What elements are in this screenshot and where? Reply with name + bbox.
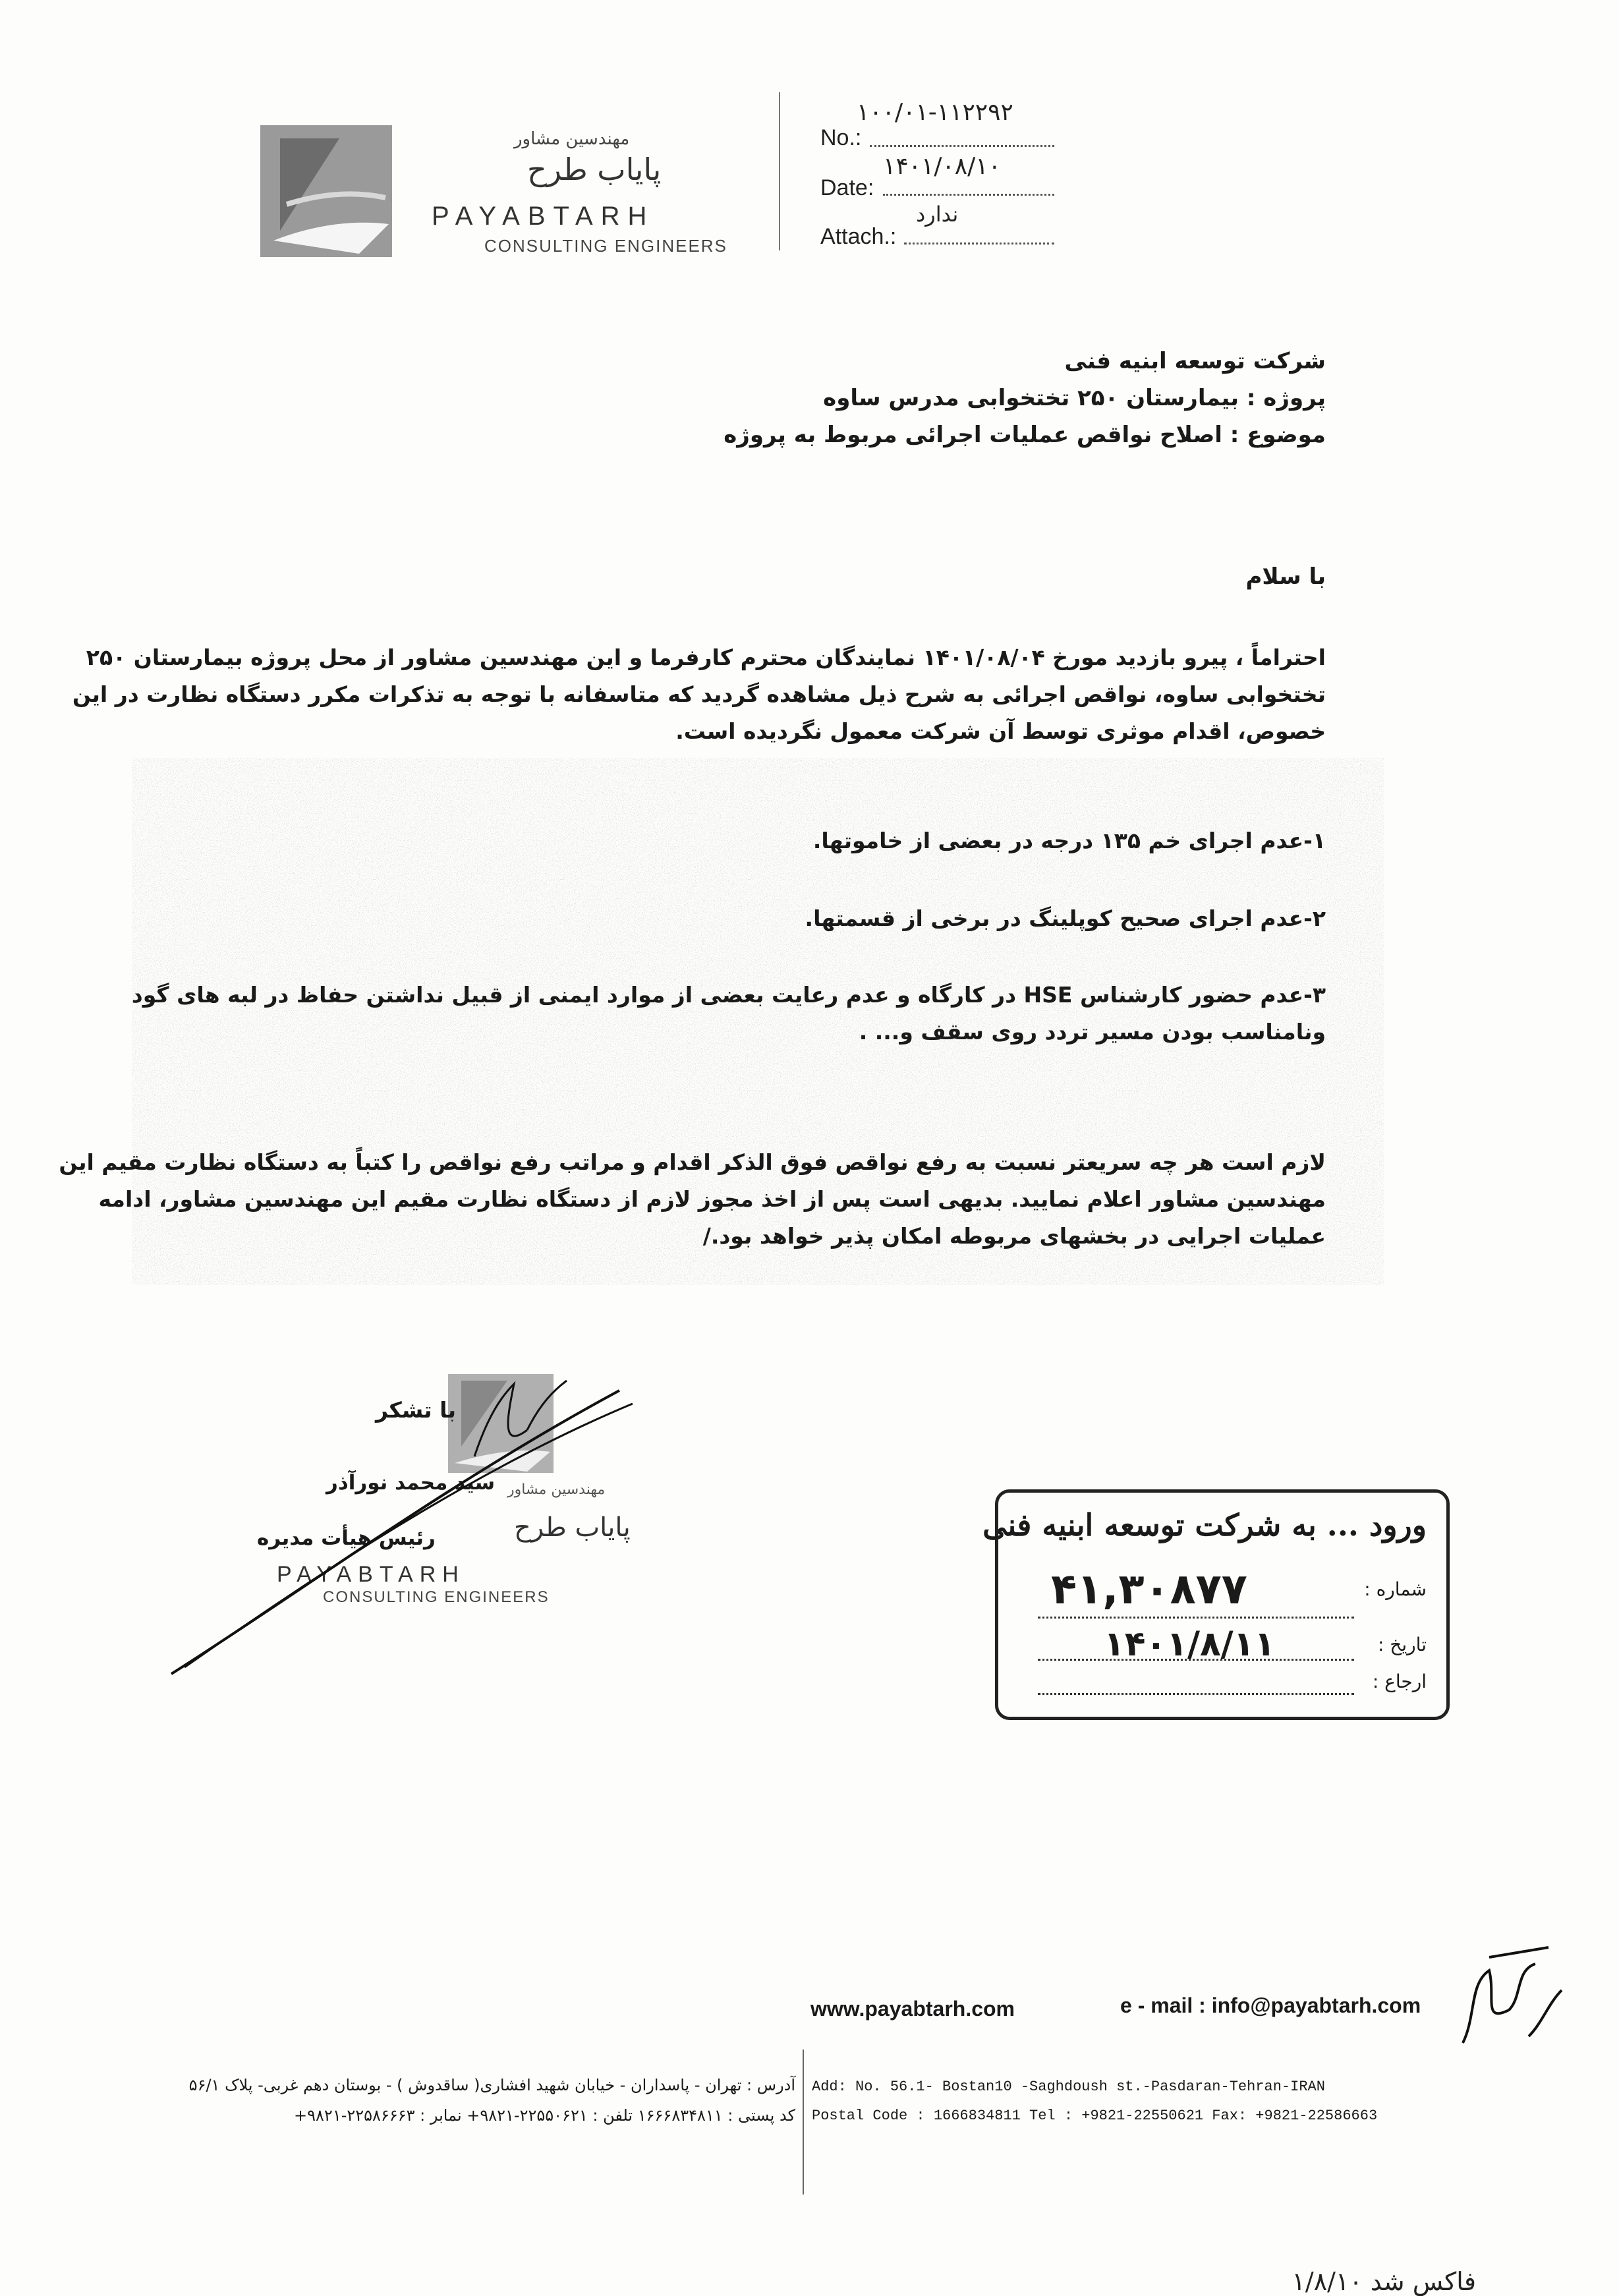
signatory-name: سید محمد نورآذر xyxy=(326,1471,496,1495)
closing-paragraph: لازم است هر چه سریعتر نسبت به رفع نواقص فوق الذکر اقدام و مراتب رفع نواقص را کتباً به دستگاه نظارت مقیم این مهندسین مشاور اعلام نمایید. بدیهی است پس از اخذ مجوز لازم از دستگاه نظارت مقیم این مهندسین مشاور، ادامه عملیات اجرایی در بخشهای مربوطه امکان پذیر خواهد بود./ xyxy=(59,1149,1326,1249)
letter-number-label: No.: xyxy=(820,125,862,150)
received-stamp-title: ورود ... به شرکت توسعه ابنیه فنی xyxy=(982,1507,1427,1543)
footer-address-fa: آدرس : تهران - پاسداران - خیابان شهید افشاری( ساقدوش ) - بوستان دهم غربی- پلاک ۵۶/۱ xyxy=(188,2076,795,2094)
letter-number-line xyxy=(870,145,1054,147)
letter-attach-value: ندارد xyxy=(916,202,959,227)
received-stamp xyxy=(982,1489,1450,1720)
letter-header xyxy=(271,343,1326,453)
handwritten-initials-icon xyxy=(1450,1944,1581,2063)
signature-seal-en: PAYABTARH xyxy=(277,1562,465,1587)
letterhead-company-fa: پایاب طرح xyxy=(527,152,662,187)
footer-email: e - mail : info@payabtarh.com xyxy=(1120,1994,1421,2017)
body-paragraph-1: احتراماً ، پیرو بازدید مورخ ۱۴۰۱/۰۸/۰۴ نمایندگان محترم کارفرما و این مهندسین مشاور از محل پروژه بیمارستان ۲۵۰ تختخوابی ساوه، نواقص اجرائی به شرح ذیل مشاهده گردید که متاسفانه با توجه به تذکرات مکرر دستگاه نظارت در این خصوص، اقدام موثری توسط آن شرکت معمول نگردیده است. xyxy=(72,645,1326,744)
reference-divider xyxy=(779,92,780,250)
payabtarh-logo-icon xyxy=(260,125,392,257)
letter-attach-line xyxy=(904,243,1054,244)
signature-thanks: با تشکر xyxy=(376,1397,456,1423)
deficiency-item-1: ۱-عدم اجرای خم ۱۳۵ درجه در بعضی از خاموتها. xyxy=(812,828,1326,853)
letterhead-company-subtitle: CONSULTING ENGINEERS xyxy=(484,236,727,256)
handwritten-signature-icon xyxy=(132,1377,646,1694)
received-stamp-date-label: تاریخ : xyxy=(1377,1634,1427,1655)
footer-address-en: Add: No. 56.1- Bostan10 -Saghdoush st.-Pasdaran-Tehran-IRAN xyxy=(812,2079,1325,2095)
received-stamp-number-label: شماره : xyxy=(1364,1578,1427,1600)
letter-date-line xyxy=(883,194,1054,196)
letter-number-value: ۱۰۰/۰۱-۱۱۲۲۹۲ xyxy=(857,99,1013,126)
greeting: با سلام xyxy=(1245,563,1326,590)
deficiency-item-2: ۲-عدم اجرای صحیح کوپلینگ در برخی از قسمتها. xyxy=(805,905,1326,931)
project-line: پروژه : بیمارستان ۲۵۰ تختخوابی مدرس ساوه xyxy=(823,385,1326,411)
footer-postal-en: Postal Code : 1666834811 Tel : +9821-22550621 Fax: +9821-22586663 xyxy=(812,2108,1378,2124)
letter-date-label: Date: xyxy=(820,175,874,200)
footer-divider xyxy=(803,2050,804,2195)
received-stamp-date-value: ۱۴۰۱/۸/۱۱ xyxy=(1104,1624,1276,1664)
letter-attach-label: Attach.: xyxy=(820,224,897,249)
deficiency-item-3: ۳-عدم حضور کارشناس HSE در کارگاه و عدم رعایت بعضی از موارد ایمنی از قبیل نداشتن حفاظ در لبه های گود ونامناسب بودن مسیر تردد روی سقف و... . xyxy=(131,982,1326,1045)
footer-postal-fa: کد پستی : ۱۶۶۶۸۳۴۸۱۱ تلفن : ۲۲۵۵۰۶۲۱-۹۸۲۱+ نمابر : ۲۲۵۸۶۶۶۳-۹۸۲۱+ xyxy=(294,2106,795,2125)
received-stamp-date-line xyxy=(1038,1659,1354,1661)
letterhead-company-fa-small: مهندسین مشاور xyxy=(514,129,630,149)
received-stamp-number-value: ۴۱,۳۰۸۷۷ xyxy=(1051,1565,1247,1614)
footer-handwritten-note: فاکس شد ۱/۸/۱۰ xyxy=(1292,2267,1476,2296)
recipient: شرکت توسعه ابنیه فنی xyxy=(1064,348,1326,374)
signature-seal-fa-small: مهندسین مشاور xyxy=(507,1481,606,1498)
signatory-title: رئیس هیأت مدیره xyxy=(257,1526,436,1550)
letter-date-value: ۱۴۰۱/۰۸/۱۰ xyxy=(883,153,1001,180)
letterhead-company-en: PAYABTARH xyxy=(432,202,655,231)
footer-website: www.payabtarh.com xyxy=(810,1997,1015,2021)
signature-seal-fa: پایاب طرح xyxy=(514,1512,631,1543)
received-stamp-number-line xyxy=(1038,1617,1354,1619)
received-stamp-reference-label: ارجاع : xyxy=(1372,1671,1427,1692)
received-stamp-reference-line xyxy=(1038,1693,1354,1695)
signature-seal-subtitle: CONSULTING ENGINEERS xyxy=(323,1588,550,1606)
subject-line: موضوع : اصلاح نواقص عملیات اجرائی مربوط به پروژه xyxy=(724,422,1326,448)
